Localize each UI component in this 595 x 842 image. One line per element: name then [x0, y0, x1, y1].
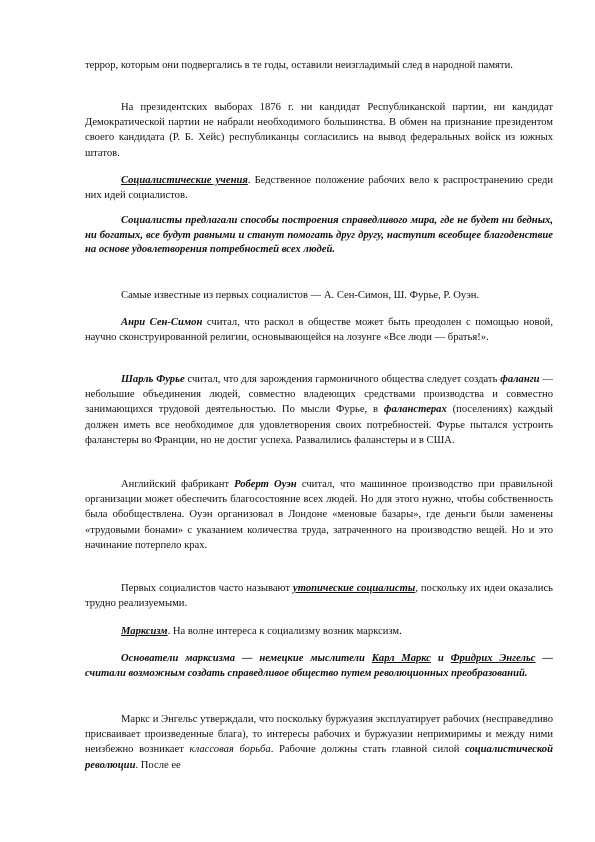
term-saint-simon: Анри Сен-Симон	[121, 317, 203, 328]
paragraph-text: , поскольку их идеи оказались трудно реализуемыми.	[85, 583, 554, 610]
paragraph-owen	[85, 477, 553, 553]
paragraph-saint-simon	[85, 315, 553, 345]
paragraph-marxism	[85, 624, 553, 639]
term-owen: Роберт Оуэн	[234, 479, 297, 490]
paragraph-text: считал, что машинное производство при правильной организации может обеспечить благосостояние всех людей. Но для этого нужно, чтобы собственность была обобществлена. Оуэн организовал в Лондоне «меновые базары», где деньги были заменены «трудовыми бонами» с указанием количества труда, затраченного на производство вещей. Но и это начинание потерпело крах.	[85, 479, 553, 551]
paragraph-text: (поселениях) каждый должен иметь все необходимое для удовлетворения своих потребностей. Фурье пытался устроить фаланстеры во Франции, но не достиг успеха. Развалились фаланстеры и в США.	[85, 404, 553, 446]
term-marxism: Марксизм	[121, 626, 168, 637]
paragraph-marxism-founders	[85, 652, 553, 681]
paragraph-first-socialists	[85, 288, 553, 303]
paragraph-text: — небольшие объединения людей, совместно владеющих средствами производства и совместно занимающихся трудовой деятельностью. По мысли Фурье, в	[85, 374, 553, 416]
paragraph-text: считал, что раскол в обществе может быть преодолен с помощью новой, научно сконструированной религии, основывающейся на лозунге «Все люди — братья!».	[85, 317, 553, 344]
paragraph-text: . Бедственное положение рабочих вело к распространению среди них идей социалистов.	[85, 175, 553, 202]
paragraph-text: — считали возможным создать справедливое общество путем революционных преобразований.	[85, 653, 553, 679]
paragraph-text: Социалисты предлагали способы построения справедливого мира, где не будет ни бедных, ни богатых, все будут равными и станут помогать друг другу, наступит всеобщее благоденствие на основе удовлетворения потребностей всех людей.	[85, 215, 553, 256]
paragraph-text: террор, которым они подвергались в те годы, оставили неизгладимый след в народной памяти.	[85, 60, 513, 71]
term-socialist-revolution: социалистической революции	[85, 744, 553, 771]
paragraph-class-struggle	[85, 712, 553, 773]
term-friedrich-engels: Фридрих Энгельс	[450, 653, 536, 664]
paragraph-text: Первых социалистов часто называют	[121, 583, 294, 594]
paragraph-text: Самые известные из первых социалистов — А. Сен-Симон, Ш. Фурье, Р. Оуэн.	[121, 290, 480, 301]
paragraph-terror	[85, 58, 553, 73]
paragraph-elections-1876	[85, 100, 553, 161]
paragraph-text: и	[430, 653, 451, 664]
term-phalansteries: фаланстерах	[383, 404, 447, 416]
term-karl-marx: Карл Маркс	[371, 653, 431, 664]
term-utopian-socialists: утопические социалисты	[293, 583, 416, 594]
paragraph-text: На президентских выборах 1876 г. ни кандидат Республиканской партии, ни кандидат Демократической партии не набрали необходимого большинства. В обмен на признание президентом своего кандидата (Р. Б. Хейс) республиканцы согласились на вывод федеральных войск из южных штатов.	[85, 102, 553, 159]
paragraph-text: Маркс и Энгельс утверждали, что поскольку буржуазия эксплуатирует рабочих (несправедливо присваивает произведенные блага), то интересы рабочих и буржуазии непримиримы и между ними неизбежно возникает	[85, 714, 553, 756]
paragraph-text: . На волне интереса к социализму возник марксизм.	[167, 626, 402, 637]
term-phalanges: фаланги	[500, 374, 540, 385]
paragraph-text: Английский фабрикант	[121, 479, 235, 490]
paragraph-text: . Рабочие должны стать главной силой	[270, 744, 466, 756]
term-fourier: Шарль Фурье	[121, 374, 185, 385]
paragraph-fourier	[85, 372, 553, 448]
paragraph-text: . После ее	[135, 759, 181, 771]
paragraph-utopian-socialists	[85, 581, 553, 611]
paragraph-socialist-teachings	[85, 173, 553, 203]
paragraph-text: считал, что для зарождения гармоничного общества следует создать	[184, 374, 501, 385]
term-class-struggle: классовая борьба	[189, 744, 271, 756]
paragraph-socialist-definition	[85, 214, 553, 258]
paragraph-text: Основатели марксизма — немецкие мыслители	[121, 653, 372, 664]
term-socialist-teachings: Социалистические учения	[121, 175, 248, 186]
